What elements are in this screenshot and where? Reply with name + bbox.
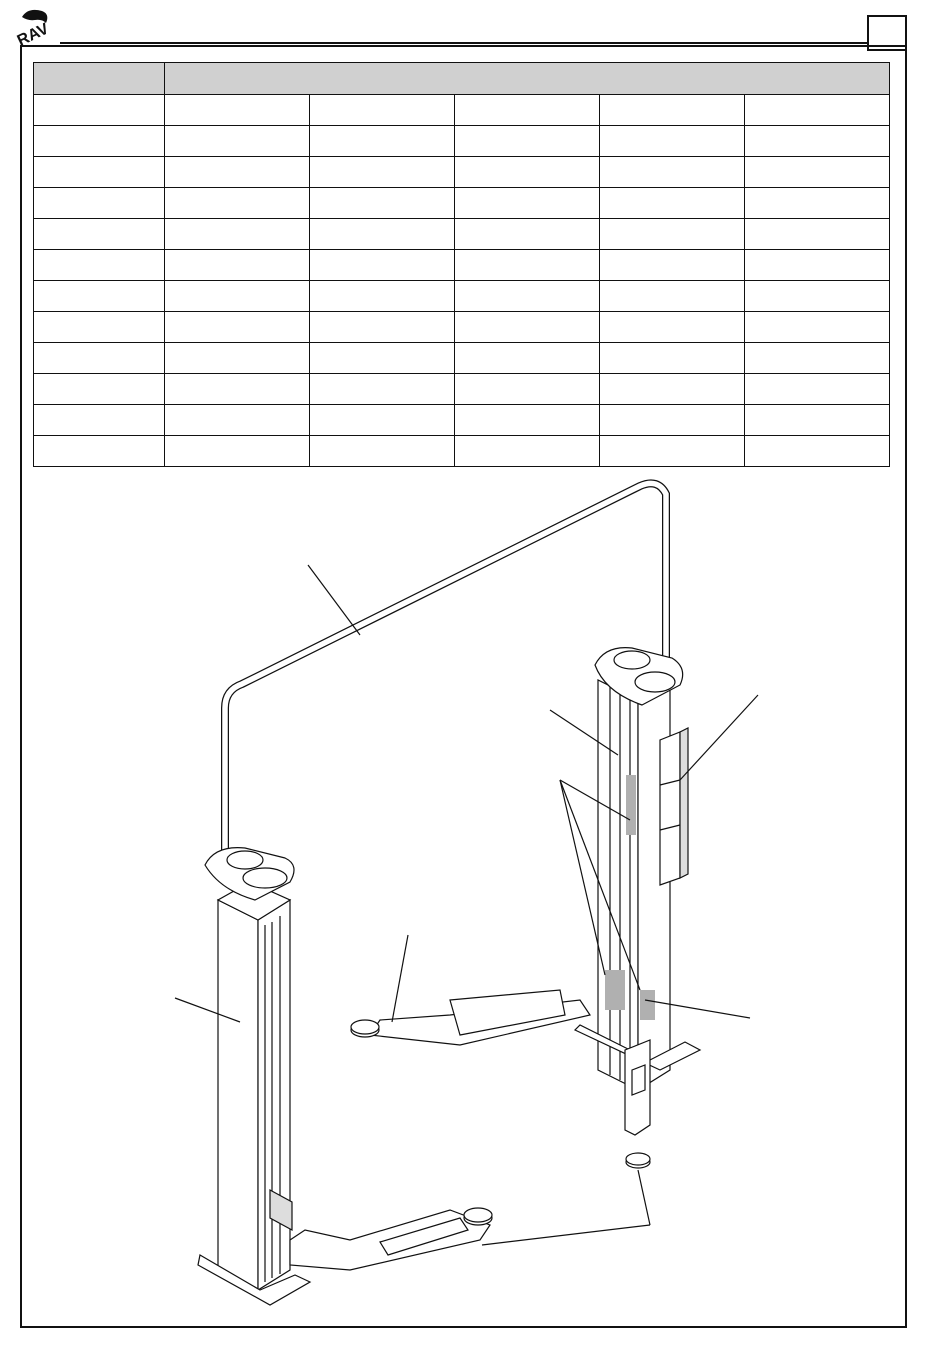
table-cell	[745, 374, 890, 405]
table-cell	[600, 157, 745, 188]
table-cell	[34, 405, 165, 436]
table-row	[34, 281, 890, 312]
table-row	[34, 343, 890, 374]
table-row	[34, 188, 890, 219]
table-row	[34, 374, 890, 405]
table-cell	[455, 95, 600, 126]
table-body	[34, 95, 890, 467]
table-cell	[600, 250, 745, 281]
table-cell	[34, 250, 165, 281]
table-cell	[745, 126, 890, 157]
table-cell	[745, 312, 890, 343]
table-row	[34, 405, 890, 436]
table-cell	[165, 95, 310, 126]
table-row	[34, 219, 890, 250]
table-cell	[165, 157, 310, 188]
table-cell	[455, 374, 600, 405]
table-row	[34, 126, 890, 157]
table-cell	[600, 312, 745, 343]
table-cell	[34, 281, 165, 312]
table-row	[34, 250, 890, 281]
table-cell	[310, 95, 455, 126]
two-post-lift-drawing-icon	[20, 470, 900, 1320]
table-cell	[310, 312, 455, 343]
table-cell	[34, 157, 165, 188]
table-cell	[34, 312, 165, 343]
table-cell	[600, 188, 745, 219]
table-cell	[34, 126, 165, 157]
table-cell	[455, 405, 600, 436]
table-cell	[600, 126, 745, 157]
table-cell	[600, 436, 745, 467]
table-cell	[455, 281, 600, 312]
table-header-cell	[34, 63, 165, 95]
table-cell	[165, 312, 310, 343]
table-cell	[600, 281, 745, 312]
table-cell	[745, 405, 890, 436]
table-cell	[745, 281, 890, 312]
table-cell	[600, 95, 745, 126]
table-header-row	[34, 63, 890, 95]
table-cell	[165, 374, 310, 405]
table-cell	[310, 250, 455, 281]
table-cell	[745, 436, 890, 467]
table-cell	[165, 281, 310, 312]
table-cell	[745, 95, 890, 126]
spec-table	[33, 62, 890, 467]
table-cell	[34, 343, 165, 374]
table-cell	[165, 219, 310, 250]
table-cell	[165, 188, 310, 219]
table-cell	[455, 126, 600, 157]
table-cell	[455, 312, 600, 343]
table-cell	[165, 405, 310, 436]
table-row	[34, 312, 890, 343]
svg-text:RAV: RAV	[14, 20, 52, 50]
table-cell	[310, 281, 455, 312]
table-cell	[34, 436, 165, 467]
table-cell	[165, 250, 310, 281]
table-cell	[34, 188, 165, 219]
table-cell	[600, 405, 745, 436]
table-cell	[745, 219, 890, 250]
table-cell	[310, 188, 455, 219]
table-cell	[34, 374, 165, 405]
table-cell	[165, 436, 310, 467]
table-cell	[310, 126, 455, 157]
table-cell	[455, 250, 600, 281]
table-row	[34, 95, 890, 126]
table-cell	[600, 343, 745, 374]
table-cell	[310, 157, 455, 188]
table-cell	[455, 219, 600, 250]
table-cell	[34, 219, 165, 250]
table-cell	[600, 219, 745, 250]
header-rule	[60, 42, 868, 44]
table-cell	[310, 436, 455, 467]
table-row	[34, 436, 890, 467]
table-cell	[455, 157, 600, 188]
table-cell	[310, 405, 455, 436]
table-cell	[745, 157, 890, 188]
table-cell	[310, 343, 455, 374]
table-row	[34, 157, 890, 188]
table-cell	[310, 374, 455, 405]
table-cell	[310, 219, 455, 250]
table-cell	[600, 374, 745, 405]
table-cell	[745, 250, 890, 281]
table-cell	[745, 188, 890, 219]
table-cell	[455, 343, 600, 374]
table-header-cell	[165, 63, 890, 95]
table-cell	[745, 343, 890, 374]
table-cell	[34, 95, 165, 126]
table-cell	[165, 343, 310, 374]
table-cell	[455, 188, 600, 219]
table-cell	[165, 126, 310, 157]
table-cell	[455, 436, 600, 467]
